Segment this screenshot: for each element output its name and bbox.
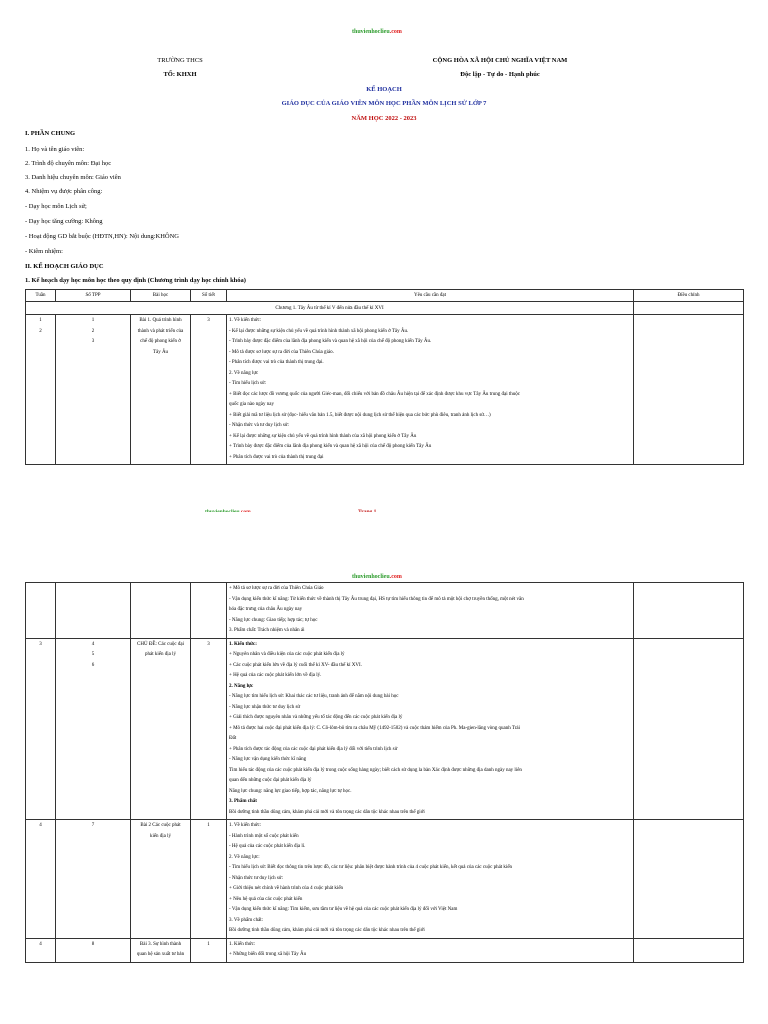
table-row xyxy=(26,315,744,465)
plan-table-page1 xyxy=(25,289,744,465)
tpp-cell: 8 xyxy=(56,938,131,962)
lesson-cell: CHỦ ĐỀ: Các cuộc đại phát kiến địa lý xyxy=(131,638,191,820)
chapter-row xyxy=(26,302,744,315)
info-line: 2. Trình độ chuyên môn: Đại học xyxy=(25,160,112,167)
lesson-cell: Bài 2 Các cuộc phát kiến địa lý xyxy=(131,820,191,939)
table-row xyxy=(26,938,744,962)
periods-cell: 3 xyxy=(191,315,227,465)
week-cell: 4 xyxy=(26,820,56,939)
header-lesson: Bài học xyxy=(131,290,191,302)
table-row xyxy=(26,638,744,820)
tpp-cell: 7 xyxy=(56,820,131,939)
lesson-cell: Bài 1. Quá trình hình thành và phát triển của chế độ phong kiến ở Tây Âu xyxy=(131,315,191,465)
page-2 xyxy=(0,512,768,1024)
adjust-cell xyxy=(634,315,744,465)
chapter-title: Chương 1. Tây Âu từ thế kỉ V đến nửa đầu thế kỉ XVI xyxy=(26,302,634,315)
requirements-cell: 1. Kiến thức: + Nguyên nhân và điều kiện của các cuộc phát kiến địa lý + Các cuộc phát kiến lớn về địa lý cuối thế kỉ XV- đầu thế kỉ XVI. + Hệ quả của các cuộc phát kiến lớn về địa lý. 2. Năng lực - Năng lực tìm hiểu lịch sử: Khai thác các tư liệu, tranh ảnh để nắm nội dung bài học - Năng lực nhận thức tư duy lịch sử + Giải thích được nguyên nhân và những yếu tố tác động đến các cuộc phát kiến địa lý + Mô tả được hai cuộc đại phát kiến địa lý: C. Cô-lôm-bô tìm ra châu Mỹ (1492-1502) và cuộc thám hiểm của Ph. Ma-gien-lăng vòng quanh Trái Đất + Phân tích được tác động của các cuộc đại phát kiến địa lý đối với tiến trình lịch sử - Năng lực vận dụng kiến thức kĩ năng Tìm hiểu tác động của các cuộc phát kiến địa lý trong cuộc sống hàng ngày; biết cách sử dụng la bàn Xác định được những địa danh ngày nay liên quan đến những cuộc đại phát kiến địa lý Năng lực chung: năng lực giao tiếp, hợp tác, năng lực tự học. 3. Phẩm chất Bồi dưỡng tinh thần dũng cảm, khám phá cái mới và tôn trọng các dân tộc khác nhau trên thế giới xyxy=(227,638,634,820)
table-header-row xyxy=(26,290,744,302)
periods-cell: 1 xyxy=(191,938,227,962)
requirements-cell: 1. Về kiến thức: - Kể lại được những sự kiện chủ yếu về quá trình hình thành xã hội phong kiến ở Tây Âu. - Trình bày được đặc điểm của lãnh địa phong kiến và quan hệ xã hội của chế độ phong kiến Tây Âu. - Mô tả được sơ lược sự ra đời của Thiên Chúa giáo. - Phân tích được vai trò của thành thị trung đại. 2. Về năng lực - Tìm hiểu lịch sử: + Biết đọc các lược đồ vương quốc của người Giéc-man, đối chiếu với bản đồ châu Âu hiện tại để xác định được khu vực Tây Âu trung đại thuộc quốc gia nào ngày nay + Biết giải mã tư liệu lịch sử (đọc- hiểu văn bản 1.5, biết được nội dung lịch sử thể hiện qua các bức phù điêu, tranh ảnh lịch sử…) - Nhận thức và tư duy lịch sử: + Kể lại được những sự kiện chủ yếu về quá trình hình thành của xã hội phong kiến ở Tây Âu + Trình bày được đặc điểm của lãnh địa phong kiến và quan hệ xã hội của chế độ phong kiến Tây Âu + Phân tích được vai trò của thành thị trung đại xyxy=(227,315,634,465)
plan-subtitle: GIÁO DỤC CỦA GIÁO VIÊN MÔN HỌC PHẦN MÔN LỊCH SỬ LỚP 7 xyxy=(281,100,487,107)
school-name: TRƯỜNG THCS xyxy=(157,57,203,64)
country-name: CỘNG HÒA XÃ HỘI CHỦ NGHĨA VIỆT NAM xyxy=(432,57,568,64)
group-name: TỔ: KHXH xyxy=(163,71,197,78)
info-line: 3. Danh hiệu chuyên môn: Giáo viên xyxy=(25,174,121,181)
requirements-cell: 1. Kiến thức: + Những biến đổi trong xã hội Tây Âu xyxy=(227,938,634,962)
week-cell: 1 2 xyxy=(26,315,56,465)
requirements-cell: + Mô tả sơ lược sự ra đời của Thiên Chúa Giáo - Vận dụng kiến thức kĩ năng: Từ kiến thức về thành thị Tây Âu trung đại, HS tự tìm hiểu thông tin để mô tả một hội chợ truyền thống, một nét văn hóa đặc trưng của châu Âu ngày nay - Năng lực chung: Giao tiếp; hợp tác; tự học 3. Phẩm chất: Trách nhiệm và nhân ái xyxy=(227,583,634,639)
plan-year: NĂM HỌC 2022 - 2023 xyxy=(351,115,417,122)
header-tpp: Số TPP xyxy=(56,290,131,302)
info-line: - Dạy học môn Lịch sử; xyxy=(25,203,87,210)
site-watermark[interactable]: thuvienhoclieu.com xyxy=(352,29,402,35)
part2-subtitle: 1. Kế hoạch dạy học môn học theo quy định (Chương trình dạy học chính khóa) xyxy=(25,277,246,284)
tpp-cell: 1 2 3 xyxy=(56,315,131,465)
info-line: - Kiêm nhiệm: xyxy=(25,248,63,255)
table-row xyxy=(26,820,744,939)
info-line: - Dạy học tăng cường: Không xyxy=(25,218,103,225)
table-row xyxy=(26,583,744,639)
info-line: 1. Họ và tên giáo viên: xyxy=(25,146,85,153)
part2-title: II. KẾ HOẠCH GIÁO DỤC xyxy=(25,263,104,270)
lesson-cell: Bài 3. Sự hình thành quan hệ sản xuất tư bản xyxy=(131,938,191,962)
site-watermark[interactable]: thuvienhoclieu.com xyxy=(352,574,402,580)
part1-title: I. PHẦN CHUNG xyxy=(25,130,76,137)
header-week: Tuần xyxy=(26,290,56,302)
requirements-cell: 1. Về kiến thức: - Hành trình một số cuộc phát kiến - Hệ quả của các cuộc phát kiến địa lí. 2. Về năng lực: - Tìm hiểu lịch sử: Biết đọc thông tin trên lược đồ, các tư liệu: phân biệt được hành trình của 4 cuộc phát kiến, kết quả của các cuộc phát kiến - Nhận thức tư duy lịch sử: + Giới thiệu nét chính về hành trình của 4 cuộc phát kiến + Nêu hệ quả của các cuộc phát kiến - Vận dụng kiến thức kĩ năng: Tìm kiếm, sưu tầm tư liệu về hệ quả của các cuộc phát kiến địa lý đối với Việt Nam 3. Về phẩm chất: Bồi dưỡng tinh thần dũng cảm, khám phá cái mới và tôn trọng các dân tộc khác nhau trên thế giới xyxy=(227,820,634,939)
periods-cell: 3 xyxy=(191,638,227,820)
header-adjust: Điều chỉnh xyxy=(634,290,744,302)
plan-table-page2 xyxy=(25,582,744,963)
info-line: - Hoạt động GD bắt buộc (HĐTN,HN): Nội dung:KHÔNG xyxy=(25,233,179,240)
plan-title: KẾ HOẠCH xyxy=(366,86,402,93)
periods-cell: 1 xyxy=(191,820,227,939)
week-cell: 3 xyxy=(26,638,56,820)
week-cell: 4 xyxy=(26,938,56,962)
header-requirements: Yêu cầu cần đạt xyxy=(227,290,634,302)
header-periods: Số tiết xyxy=(191,290,227,302)
tpp-cell: 4 5 6 xyxy=(56,638,131,820)
info-line: 4. Nhiệm vụ được phân công: xyxy=(25,188,103,195)
motto: Độc lập - Tự do - Hạnh phúc xyxy=(460,71,540,78)
